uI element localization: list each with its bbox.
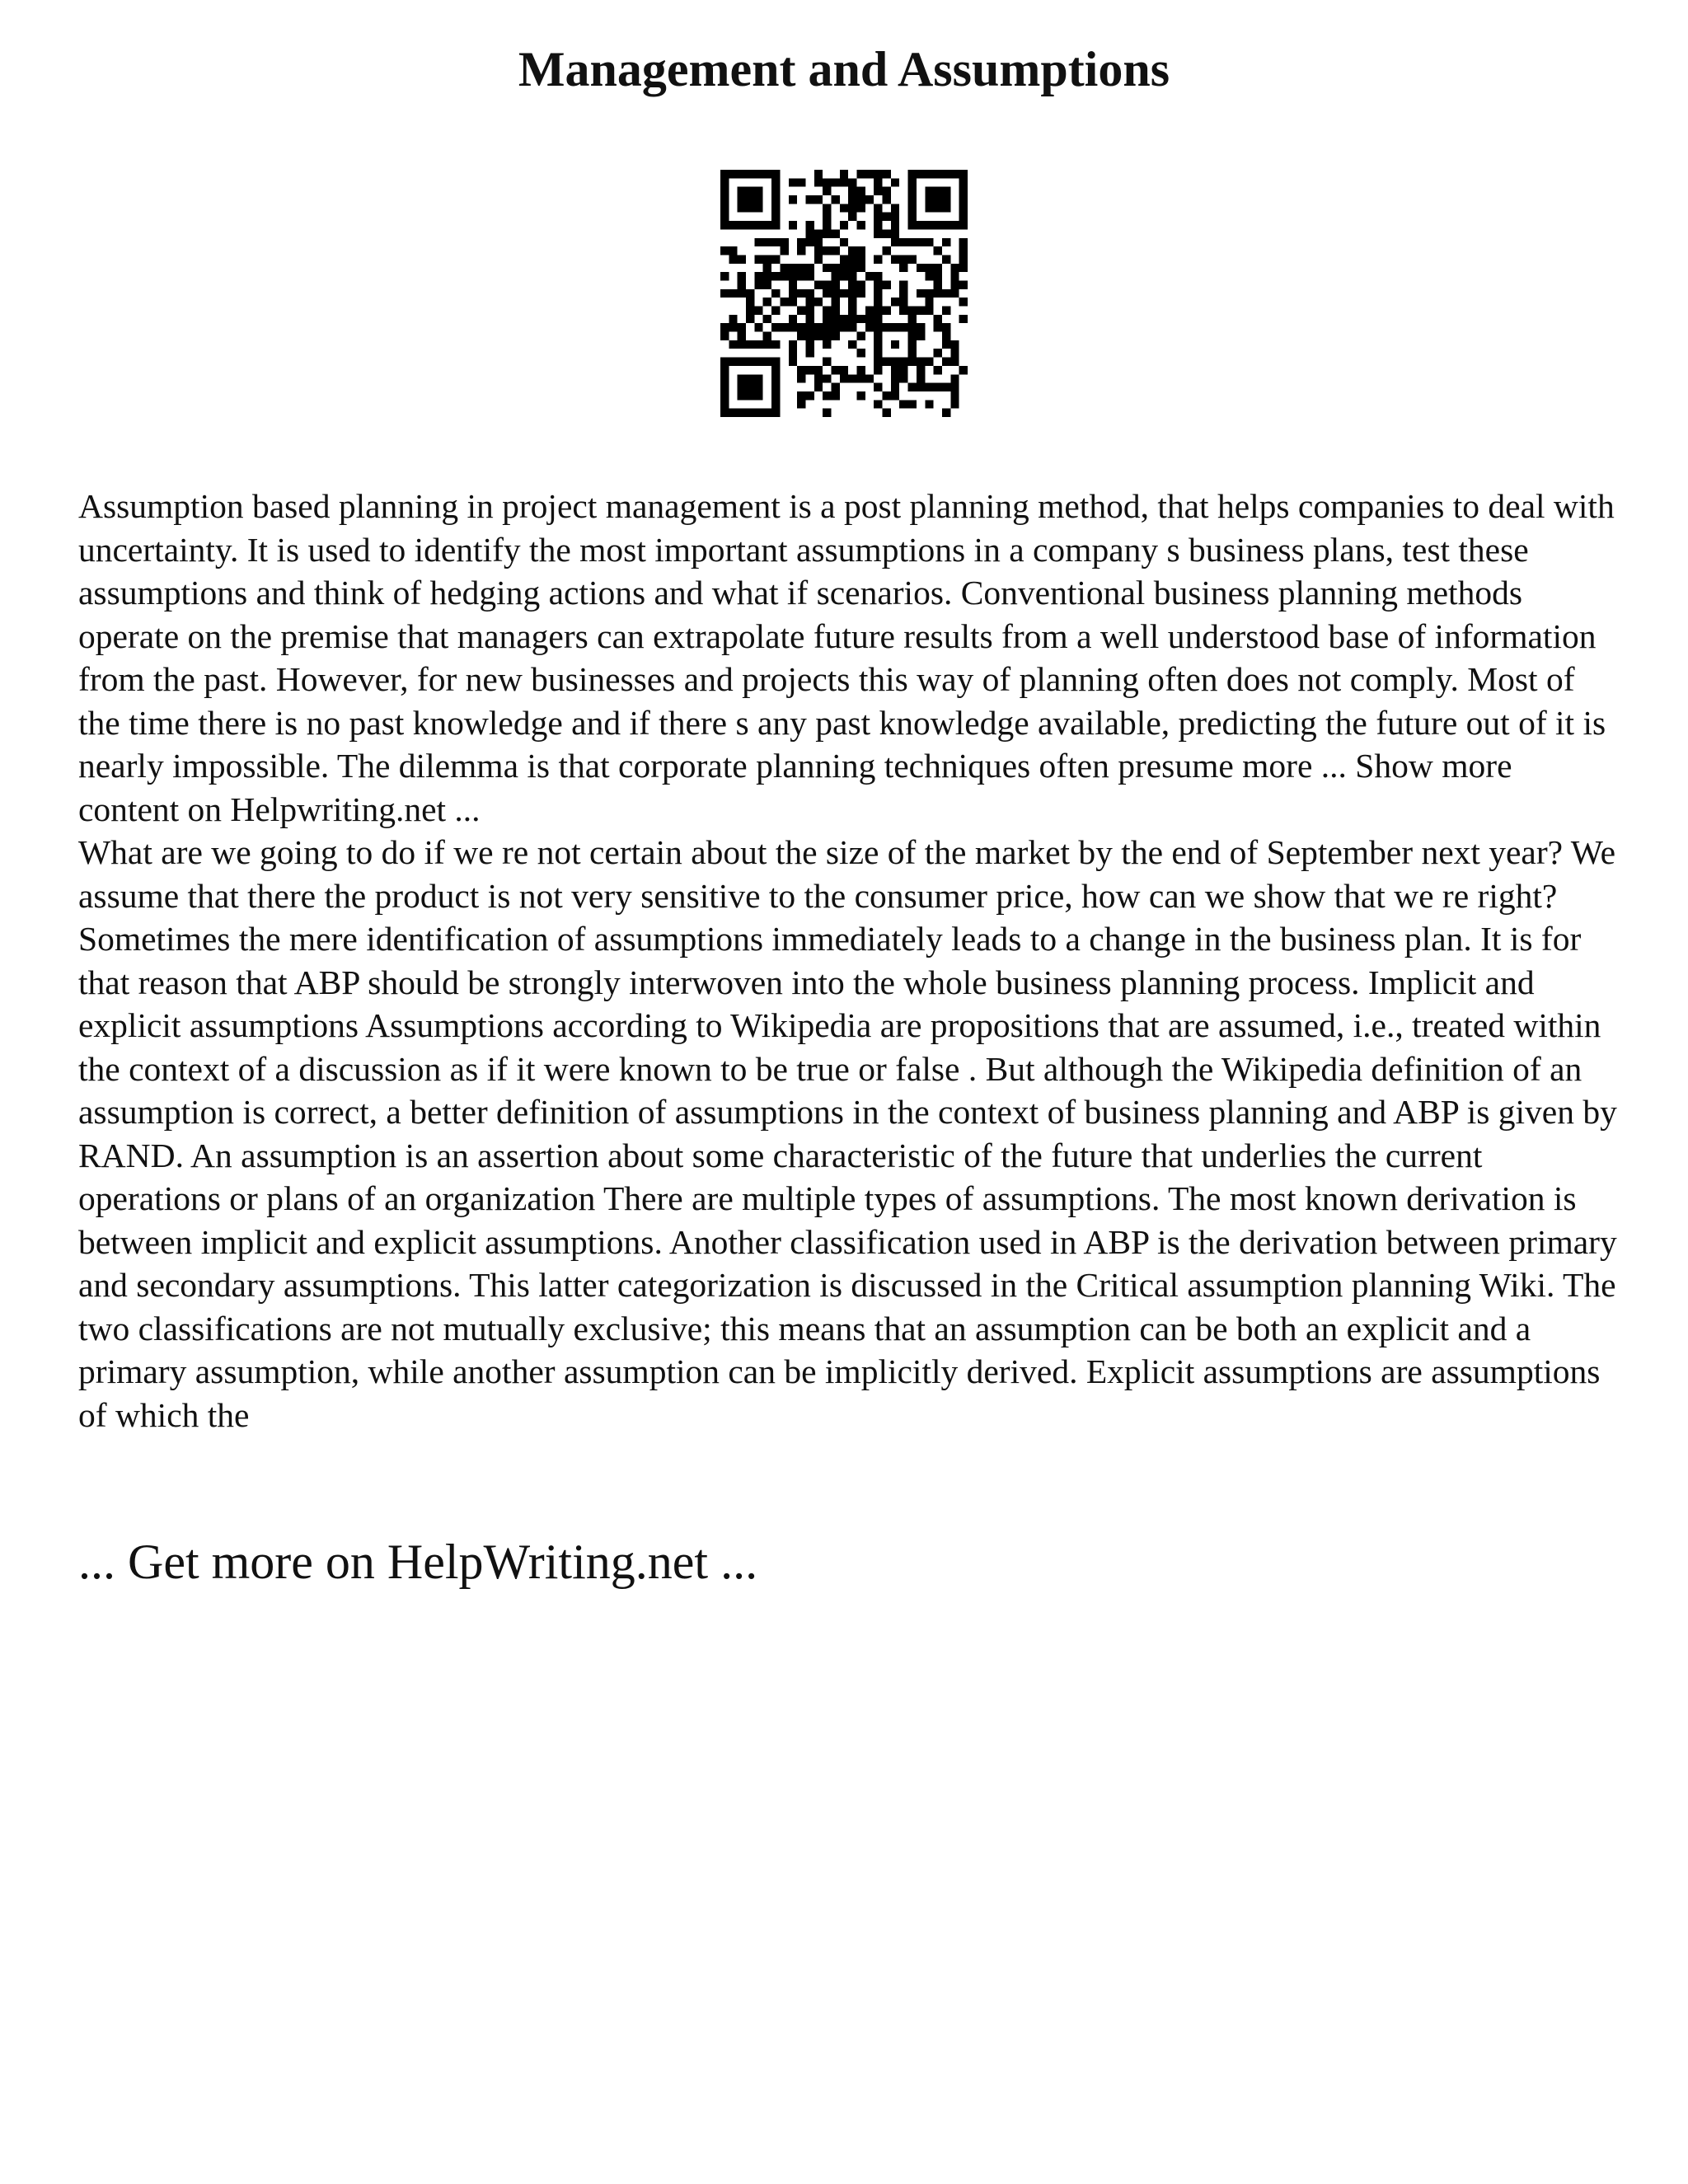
page-title: Management and Assumptions [518, 42, 1170, 96]
qr-code-icon [720, 170, 968, 417]
article-body [78, 485, 1620, 1436]
get-more-link[interactable]: ... Get more on HelpWriting.net ... [78, 1535, 758, 1589]
paragraph: What are we going to do if we re not certain about the size of the market by the end of September next year? We assume that there the product is not very sensitive to the consumer price, how can we show that we re right? Sometimes the mere identification of assumptions immediately leads to a change in the business plan. It is for that reason that ABP should be strongly interwoven into the whole business planning process. Implicit and explicit assumptions Assumptions according to Wikipedia are propositions that are assumed, i.e., treated within the context of a discussion as if it were known to be true or false . But although the Wikipedia definition of an assumption is correct, a better definition of assumptions in the context of business planning and ABP is given by RAND. An assumption is an assertion about some characteristic of the future that underlies the current operations or plans of an organization There are multiple types of assumptions. The most known derivation is between implicit and explicit assumptions. Another classification used in ABP is the derivation between primary and secondary assumptions. This latter categorization is discussed in the Critical assumption planning Wiki. The two classifications are not mutually exclusive; this means that an assumption can be both an explicit and a primary assumption, while another assumption can be implicitly derived. Explicit assumptions are assumptions of which the [78, 833, 1617, 1434]
paragraph: Assumption based planning in project management is a post planning method, that helps companies to deal with uncertainty. It is used to identify the most important assumptions in a company s business plans, test these assumptions and think of hedging actions and what if scenarios. Conventional business planning methods operate on the premise that managers can extrapolate future results from a well understood base of information from the past. However, for new businesses and projects this way of planning often does not comply. Most of the time there is no past knowledge and if there s any past knowledge available, predicting the future out of it is nearly impossible. The dilemma is that corporate planning techniques often presume more ... Show more content on Helpwriting.net ... [78, 487, 1615, 828]
